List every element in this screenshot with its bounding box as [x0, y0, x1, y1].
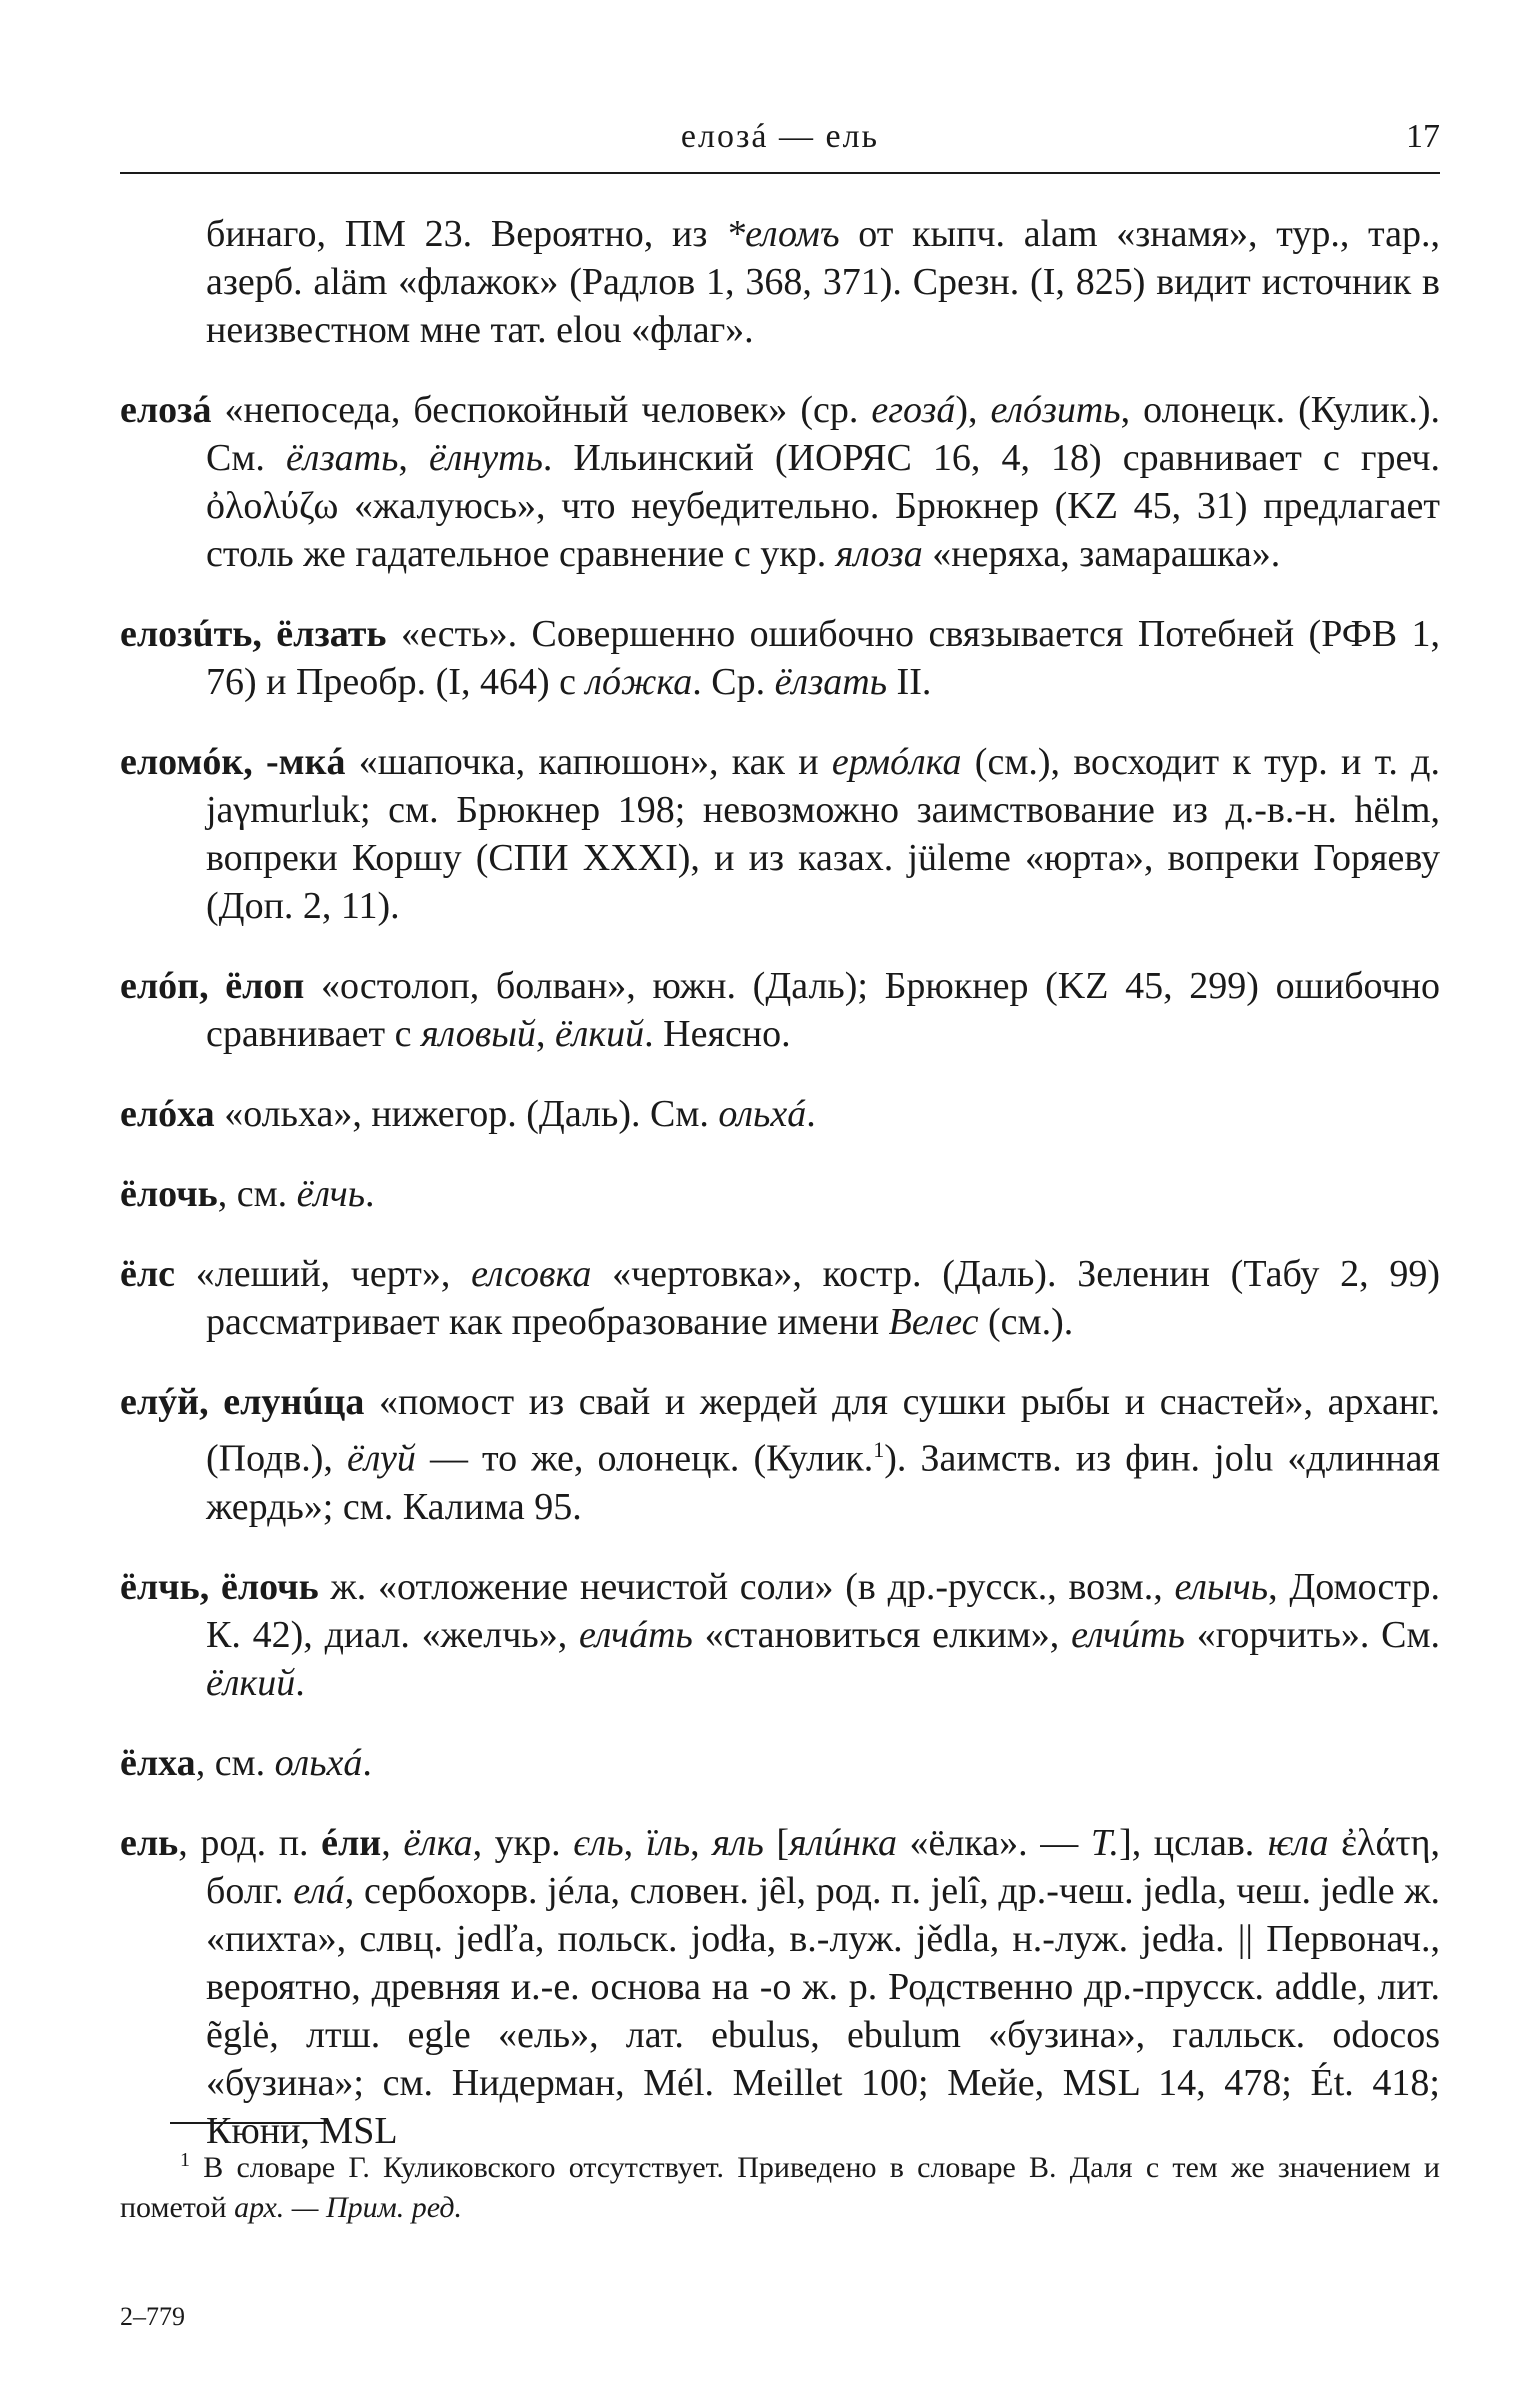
italic-segment: ёлнуть [428, 437, 543, 479]
text-segment: . [295, 1661, 305, 1704]
text-segment: «помост из свай и жердей для сушки рыбы и снастей», арханг. (Подв.), [206, 1381, 1440, 1480]
text-segment: , сербохорв. jéла, словен. jȇl, род. п. jelî, др.-чеш. jedla, чеш. jedle ж. «пихта», слвц. jedľa, польск. jodła, в.-луж. jědla, н.-луж. jedła. || Первонач., вероятно, древняя и.-е. основа на -о ж. р. Родственно др.-прусск. addle, лит. ẽglė, лтш. egle «ель», лат. ebulus, ebulum «бузина», галльск. odocos «бузина»; см. Нидерман, Mél. Meillet 100; Мейе, MSL 14, 478; Ét. 418; Кюни, MSL [206, 1869, 1440, 2152]
text-segment: II. [887, 661, 932, 703]
entry-el [120, 1819, 1440, 2155]
text-segment: «горчить». См. [1184, 1613, 1440, 1656]
italic-segment: лóжка [585, 661, 693, 703]
text-segment: . Ильинский (ИОРЯС 16, 4, 18) сравнивает с греч. ὀλολύζω «жалуюсь», что неубедительно. Брюкнер (KZ 45, 31) предлагает столь же гадательное сравнение с укр. [206, 437, 1440, 575]
italic-segment: елсовка [471, 1253, 592, 1295]
text-segment: , Домостр. К. 42), диал. «желчь», [206, 1565, 1440, 1656]
text-segment: «шапочка, капюшон», как и [345, 741, 832, 783]
italic-segment: ёлуй [347, 1437, 416, 1480]
text-segment: «леший, черт», [175, 1253, 472, 1295]
text-segment: , [535, 1013, 555, 1055]
italic-segment: ольхá [274, 1741, 363, 1784]
text-segment: , см. [217, 1173, 297, 1215]
footnote-italic-text: арх. — Прим. ред. [234, 2191, 463, 2224]
italic-segment: яль [712, 1821, 764, 1864]
running-header [120, 108, 1440, 156]
text-segment: , [398, 437, 429, 479]
entry-els [120, 1250, 1440, 1346]
entry-headword: елозúть, ёлзать [120, 613, 387, 655]
text-segment: . [362, 1741, 372, 1784]
italic-segment: елычь [1174, 1565, 1269, 1608]
text-segment: , олонецк. (Кулик.). См. [206, 389, 1440, 479]
text-segment: «есть». Совершенно ошибочно связывается Потебней (РФВ 1, 76) и Преобр. (I, 464) с [206, 613, 1440, 703]
entry-headword: ель [120, 1821, 179, 1864]
text-segment: [ [763, 1821, 790, 1864]
entry-headword: елóха [120, 1093, 215, 1135]
text-segment: (см.). [978, 1301, 1074, 1343]
italic-segment: ялúнка [789, 1821, 897, 1864]
text-segment: ж. «отложение нечистой соли» (в др.-русск., возм., [318, 1565, 1175, 1608]
text-segment: (см.), восходит к тур. и т. д. jaγmurluk; см. Брюкнер 198; невозможно заимствование из д.-в.-н. hëlm, вопреки Коршу (СПИ XXXI), и из казах. jüleme «юрта», вопреки Горяеву (Доп. 2, 11). [206, 741, 1440, 927]
text-segment: от кыпч. alam «знамя», тур., тар., азерб. aläm «флажок» (Радлов 1, 368, 371). Срезн. (I, 825) видит источник в неизвестном мне тат. elou «флаг». [206, 213, 1440, 351]
entry-elokha [120, 1090, 1440, 1138]
text-segment: , [623, 1821, 646, 1864]
text-segment: ἐλάτη, болг. [206, 1821, 1441, 1912]
entry-elop [120, 962, 1440, 1058]
entry-elkha [120, 1739, 1440, 1787]
italic-segment: ёлчь [296, 1173, 366, 1215]
entry-elоch [120, 1170, 1440, 1218]
italic-segment: ялоза [835, 533, 923, 575]
page-number: 17 [1406, 118, 1440, 155]
italic-segment: ермóлка [831, 741, 962, 783]
italic-segment: ёлка [403, 1821, 473, 1864]
italic-segment: елá [293, 1869, 345, 1912]
italic-segment: *еломъ [726, 213, 840, 255]
text-segment: ). Заимств. из фин. jolu «длинная жердь»; см. Калима 95. [206, 1437, 1440, 1528]
italic-segment: елóзить [990, 389, 1121, 431]
italic-segment: елчáть [579, 1613, 693, 1656]
entry-headword: елóп, ёлоп [120, 965, 305, 1007]
text-segment: «становиться елким», [692, 1613, 1072, 1656]
entry-headword: ёлс [120, 1253, 176, 1295]
printer-signature: 2–779 [120, 2302, 185, 2331]
text-segment: , [381, 1821, 404, 1864]
text-segment: , см. [195, 1741, 275, 1784]
italic-segment: яловый [421, 1013, 536, 1055]
footnote-text: В словаре Г. Куликовского отсутствует. Приведено в словаре В. Даля с тем же значением и пометой [120, 2151, 1440, 2224]
entry-eluy [120, 1378, 1440, 1531]
text-segment: «остолоп, болван», южн. (Даль); Брюкнер (KZ 45, 299) ошибочно сравнивает с [206, 965, 1440, 1055]
entry-continuation [120, 210, 1440, 354]
text-segment: «чертовка», костр. (Даль). Зеленин (Табу 2, 99) рассматривает как преобразование имени [206, 1253, 1440, 1343]
footnote-reference[interactable]: 1 [873, 1437, 885, 1462]
entry-headword: елýй, елунúца [120, 1381, 365, 1423]
text-segment: «ольха», нижегор. (Даль). См. [214, 1093, 719, 1135]
text-segment: , род. п. [178, 1821, 322, 1864]
text-segment: . Ср. [692, 661, 775, 703]
italic-segment: єль [573, 1821, 624, 1864]
italic-segment: ольхá [718, 1093, 807, 1135]
text-segment: . [806, 1093, 816, 1135]
footnote-rule [170, 2122, 330, 2124]
text-segment: . [365, 1173, 375, 1215]
text-segment: — то же, олонецк. (Кулик. [415, 1437, 874, 1480]
text-segment: , [690, 1821, 713, 1864]
italic-segment: їль [645, 1821, 691, 1864]
italic-segment: елчúть [1071, 1613, 1185, 1656]
text-segment: «неряха, замарашка». [922, 533, 1281, 575]
text-segment: ], цслав. [1119, 1821, 1267, 1864]
running-header-title: елозá — ель [680, 118, 880, 155]
footnote [120, 2140, 1440, 2228]
entry-elozit [120, 610, 1440, 706]
text-segment: , укр. [472, 1821, 574, 1864]
text-segment: ), [955, 389, 991, 431]
bold-segment: éли [321, 1821, 382, 1864]
italic-segment: ёлкий [554, 1013, 645, 1055]
text-segment: «ёлка». — [896, 1821, 1091, 1864]
italic-segment: егозá [871, 389, 956, 431]
italic-segment: Велес [888, 1301, 979, 1343]
text-segment: «непоседа, беспокойный человек» (ср. [211, 389, 872, 431]
entry-headword: еломóк, -мкá [120, 741, 346, 783]
header-rule [120, 172, 1440, 174]
italic-segment: ёлзать [285, 437, 399, 479]
text-segment: бинаго, ПМ 23. Вероятно, из [206, 213, 727, 255]
text-segment: . Неясно. [644, 1013, 791, 1055]
italic-segment: ѥла [1266, 1821, 1329, 1864]
entry-headword: ёлочь [120, 1173, 218, 1215]
entry-headword: ёлчь, ёлочь [120, 1565, 319, 1608]
italic-segment: ёлзать [774, 661, 888, 703]
entry-elomok [120, 738, 1440, 930]
italic-segment: Т. [1090, 1821, 1120, 1864]
entry-headword: ёлха [120, 1741, 196, 1784]
entry-eloza [120, 386, 1440, 578]
entry-elch [120, 1563, 1440, 1707]
italic-segment: ёлкий [206, 1661, 296, 1704]
dictionary-body [120, 210, 1440, 2187]
footnote-mark: 1 [180, 2149, 190, 2171]
entry-headword: елозá [120, 389, 212, 431]
